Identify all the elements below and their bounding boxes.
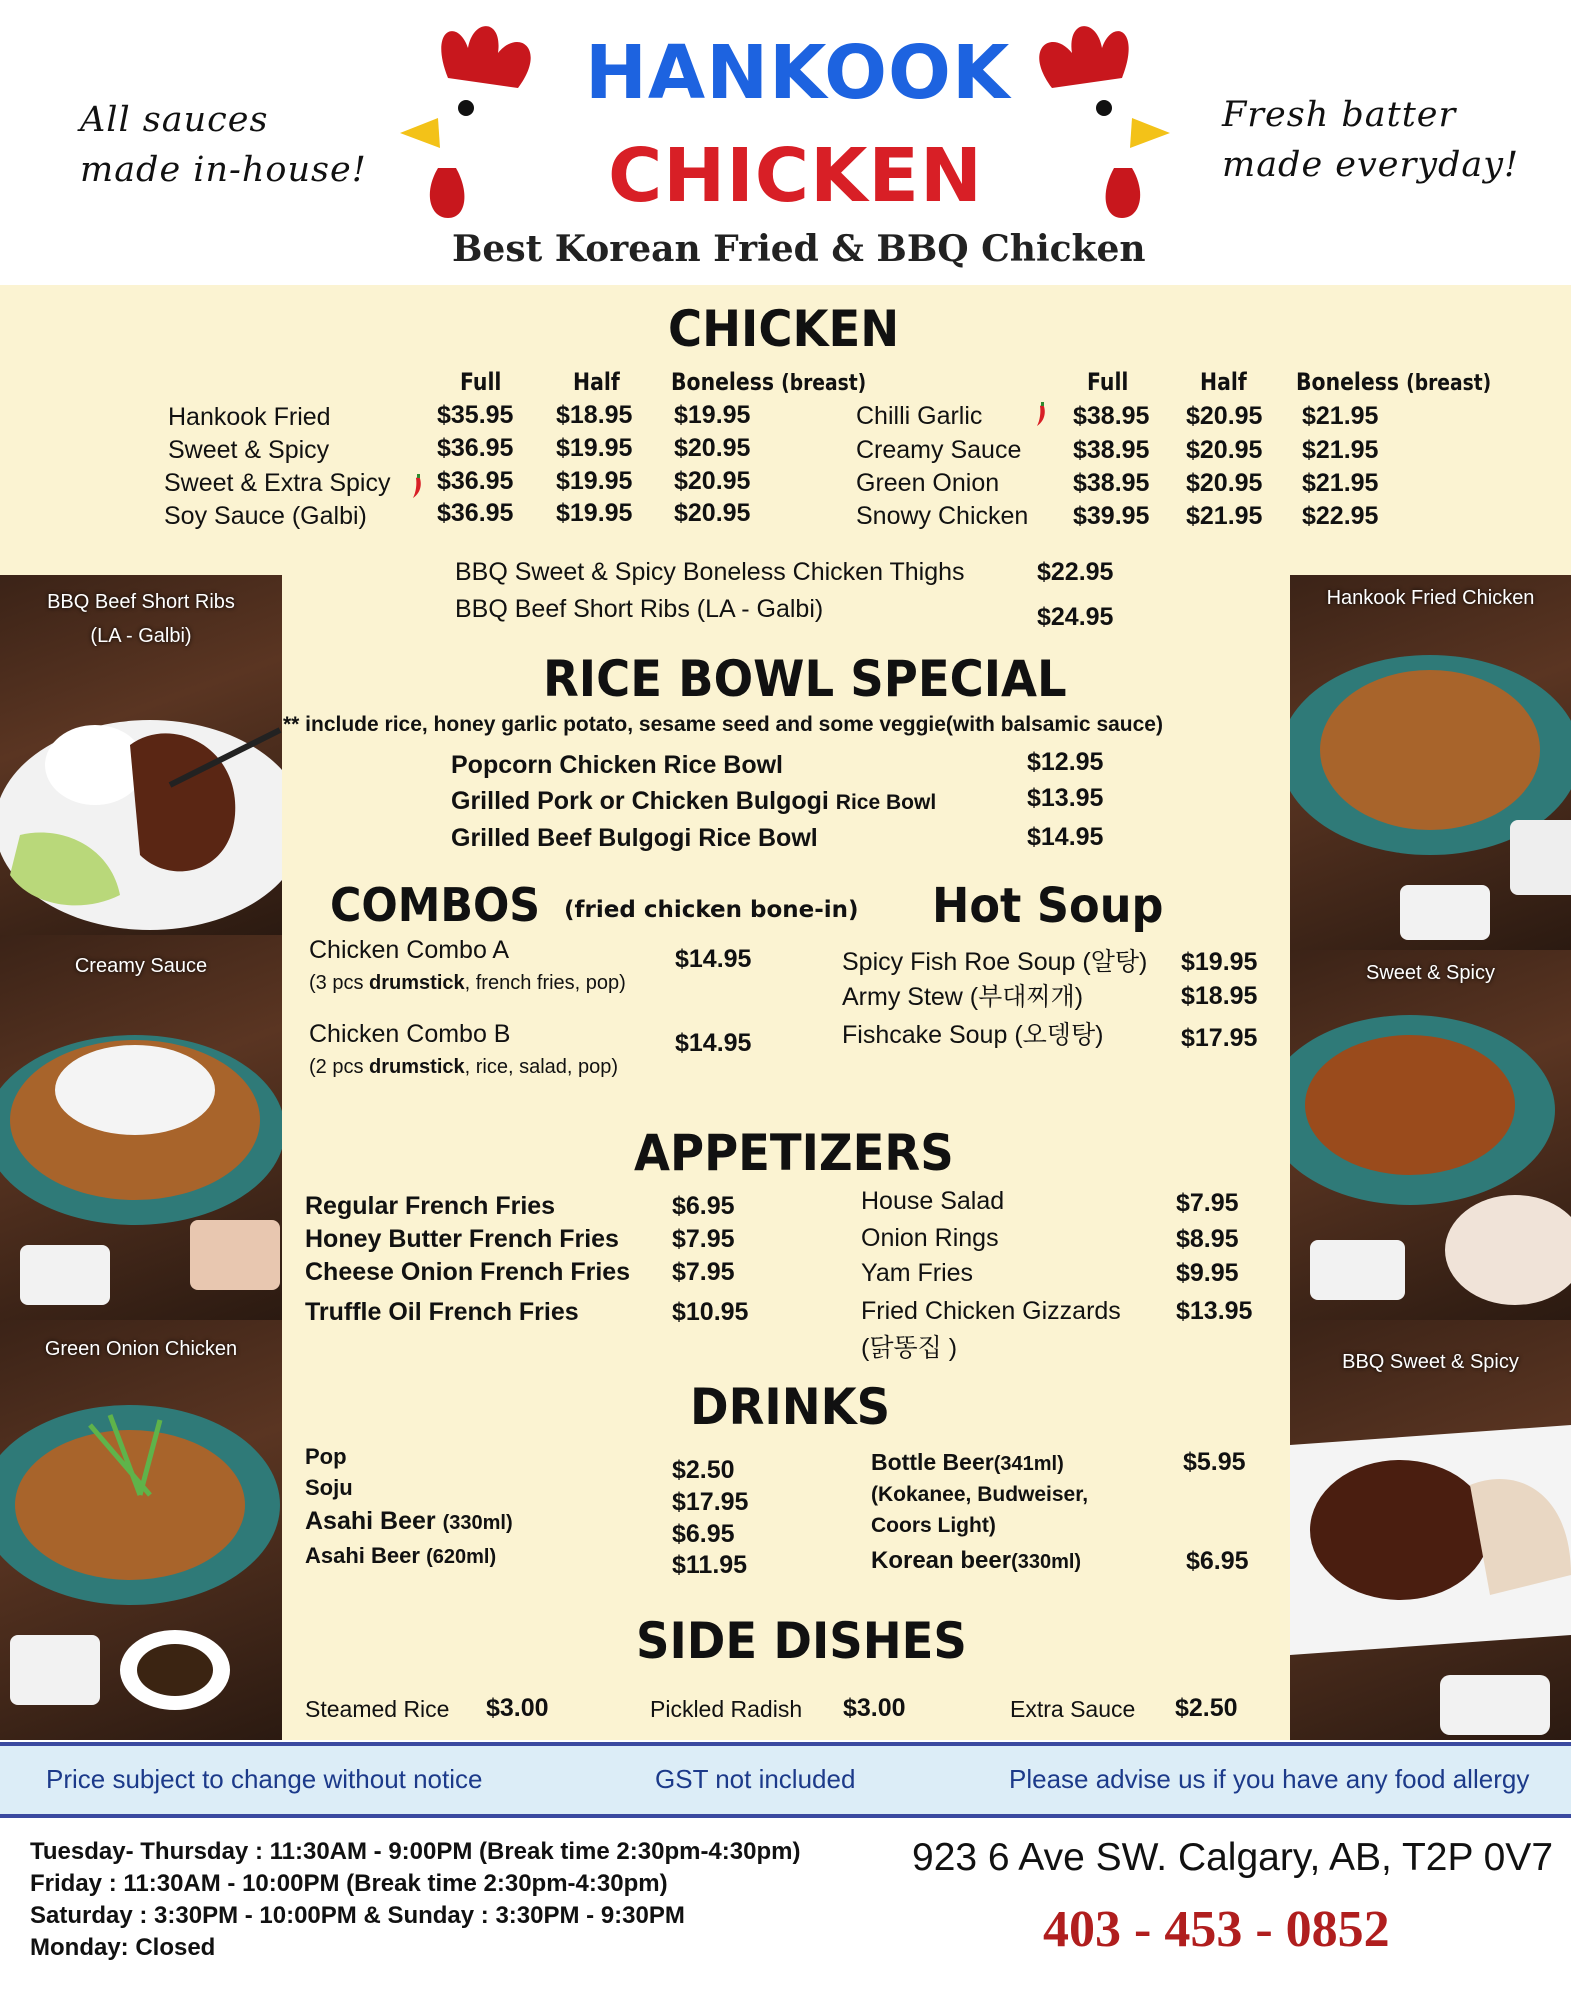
chicken-item: Creamy Sauce	[856, 436, 1022, 464]
price: $19.95	[556, 467, 633, 495]
price: $20.95	[674, 499, 751, 527]
price: $19.95	[556, 499, 633, 527]
basket-image	[0, 990, 282, 1320]
beer-brands: (Kokanee, Budweiser,	[871, 1483, 1089, 1506]
price: $6.95	[672, 1520, 735, 1548]
price: $7.95	[672, 1258, 735, 1286]
price: $20.95	[1186, 469, 1263, 497]
appetizer-item: Onion Rings	[861, 1224, 999, 1252]
appetizer-item: Fried Chicken Gizzards	[861, 1297, 1121, 1325]
rice-bowl-item: Grilled Pork or Chicken Bulgogi Rice Bowl	[451, 787, 937, 815]
rooster-head-left-icon	[398, 18, 558, 228]
drink-item: Asahi Beer (330ml)	[305, 1507, 513, 1535]
rice-bowl-item: Grilled Beef Bulgogi Rice Bowl	[451, 824, 818, 852]
price: $7.95	[1176, 1189, 1239, 1217]
appetizer-item: Regular French Fries	[305, 1192, 556, 1220]
chicken-item: Soy Sauce (Galbi)	[164, 502, 367, 530]
price: $36.95	[437, 499, 514, 527]
price: $36.95	[437, 467, 514, 495]
price: $21.95	[1302, 402, 1379, 430]
photo-creamy-sauce	[0, 935, 282, 1320]
chicken-item: Hankook Fried	[168, 403, 331, 431]
price: $6.95	[1186, 1547, 1249, 1575]
chili-pepper-icon	[1034, 402, 1048, 428]
chicken-item: Snowy Chicken	[856, 502, 1029, 530]
price: $20.95	[1186, 436, 1263, 464]
photo-bbq-beef-short-ribs	[0, 575, 282, 935]
price: $21.95	[1302, 469, 1379, 497]
combos-title: COMBOS	[330, 878, 541, 932]
drink-item: Soju	[305, 1475, 353, 1500]
appetizer-item: Truffle Oil French Fries	[305, 1298, 579, 1326]
col-half-left: Half	[573, 368, 620, 396]
price: $22.95	[1302, 502, 1379, 530]
drink-item: Bottle Beer(341ml)	[871, 1449, 1064, 1475]
price: $11.95	[672, 1551, 748, 1579]
price: $7.95	[672, 1225, 735, 1253]
tagline: Best Korean Fried & BBQ Chicken	[452, 228, 1146, 270]
price: $21.95	[1186, 502, 1263, 530]
price: $36.95	[437, 434, 514, 462]
appetizer-item: Yam Fries	[861, 1259, 974, 1287]
combo-name: Chicken Combo A	[309, 936, 510, 964]
bbq-item: BBQ Sweet & Spicy Boneless Chicken Thighs	[455, 558, 965, 586]
menu-header	[0, 0, 1571, 285]
rice-bowl-title: RICE BOWL SPECIAL	[543, 650, 1067, 708]
notice-price-change: Price subject to change without notice	[46, 1764, 483, 1794]
plate-image	[0, 685, 282, 935]
side-dish-item: Extra Sauce	[1010, 1696, 1136, 1722]
drink-item: Pop	[305, 1444, 347, 1469]
price: $9.95	[1176, 1259, 1239, 1287]
chicken-item: Sweet & Spicy	[168, 436, 330, 464]
chicken-item: Chilli Garlic	[856, 402, 983, 430]
price: $19.95	[556, 434, 633, 462]
photo-caption: Green Onion Chicken	[44, 1338, 238, 1360]
price: $17.95	[672, 1488, 749, 1516]
price: $14.95	[675, 945, 752, 973]
bbq-item: BBQ Beef Short Ribs (LA - Galbi)	[455, 595, 824, 623]
price: $38.95	[1073, 402, 1150, 430]
price: $18.95	[1181, 982, 1258, 1010]
plate-image	[1290, 1405, 1571, 1740]
chili-pepper-icon	[410, 474, 424, 500]
soup-item: Spicy Fish Roe Soup (알탕)	[842, 948, 1148, 976]
price: $6.95	[672, 1192, 735, 1220]
col-full-right: Full	[1087, 368, 1129, 396]
beer-brands: Coors Light)	[871, 1514, 996, 1537]
appetizer-item: House Salad	[861, 1187, 1005, 1215]
hours-line: Friday : 11:30AM - 10:00PM (Break time 2:30pm-4:30pm)	[30, 1870, 668, 1897]
phone-number: 403 - 453 - 0852	[1043, 1901, 1390, 1958]
side-dishes-title: SIDE DISHES	[636, 1612, 967, 1670]
photo-caption: BBQ Beef Short Ribs (LA - Galbi)	[47, 591, 235, 647]
appetizer-item: Cheese Onion French Fries	[305, 1258, 631, 1286]
chicken-title: CHICKEN	[668, 300, 900, 358]
price: $2.50	[1175, 1694, 1238, 1722]
basket-image	[1290, 625, 1571, 950]
price: $19.95	[674, 401, 751, 429]
rice-bowl-item: Popcorn Chicken Rice Bowl	[451, 751, 784, 779]
price: $18.95	[556, 401, 633, 429]
hours-line: Monday: Closed	[30, 1934, 216, 1961]
photo-caption: Hankook Fried Chicken	[1326, 587, 1535, 609]
price: $14.95	[1027, 823, 1104, 851]
notice-bar	[0, 1742, 1571, 1818]
logo-hankook: HANKOOK	[585, 30, 1011, 116]
photo-sweet-spicy	[1290, 950, 1571, 1320]
photo-green-onion-chicken	[0, 1320, 282, 1740]
price: $24.95	[1037, 603, 1114, 631]
col-half-right: Half	[1200, 368, 1247, 396]
col-boneless-left: Boneless (breast)	[671, 368, 867, 396]
photo-bbq-sweet-spicy	[1290, 1320, 1571, 1740]
logo-chicken: CHICKEN	[608, 133, 983, 219]
price: $3.00	[486, 1694, 549, 1722]
appetizers-title: APPETIZERS	[634, 1124, 954, 1182]
soup-item: Army Stew (부대찌개)	[842, 983, 1084, 1011]
combo-desc: (3 pcs drumstick, french fries, pop)	[309, 972, 626, 994]
price: $13.95	[1027, 784, 1104, 812]
drink-item: Asahi Beer (620ml)	[305, 1543, 497, 1568]
combos-subtitle: (fried chicken bone-in)	[564, 897, 859, 923]
rooster-head-right-icon	[1012, 18, 1172, 228]
drink-item: Korean beer(330ml)	[871, 1547, 1082, 1574]
price: $20.95	[1186, 402, 1263, 430]
photo-caption: BBQ Sweet & Spicy	[1342, 1351, 1519, 1373]
appetizer-item: Honey Butter French Fries	[305, 1225, 619, 1253]
basket-image	[1290, 1000, 1571, 1320]
price: $22.95	[1037, 558, 1114, 586]
hot-soup-title: Hot Soup	[932, 878, 1164, 934]
price: $38.95	[1073, 469, 1150, 497]
drinks-title: DRINKS	[690, 1378, 891, 1436]
price: $5.95	[1183, 1448, 1246, 1476]
price: $39.95	[1073, 502, 1150, 530]
rice-bowl-note: ** include rice, honey garlic potato, sesame seed and some veggie(with balsamic sauce)	[283, 713, 1163, 736]
side-dish-item: Steamed Rice	[305, 1696, 450, 1722]
price: $21.95	[1302, 436, 1379, 464]
left-slogan: All sauces made in-house!	[80, 100, 367, 190]
right-slogan: Fresh batter made everyday!	[1222, 95, 1520, 185]
chicken-item: Sweet & Extra Spicy	[164, 469, 391, 497]
col-boneless-right: Boneless (breast)	[1296, 368, 1492, 396]
price: $14.95	[675, 1029, 752, 1057]
notice-allergy: Please advise us if you have any food allergy	[1009, 1764, 1530, 1794]
price: $38.95	[1073, 436, 1150, 464]
address: 923 6 Ave SW. Calgary, AB, T2P 0V7	[912, 1836, 1554, 1879]
col-full-left: Full	[460, 368, 502, 396]
gizzard-korean: (닭똥집 )	[861, 1334, 958, 1362]
hours-line: Saturday : 3:30PM - 10:00PM & Sunday : 3:30PM - 9:30PM	[30, 1902, 685, 1929]
price: $20.95	[674, 434, 751, 462]
price: $3.00	[843, 1694, 906, 1722]
soup-item: Fishcake Soup (오뎅탕)	[842, 1021, 1104, 1049]
price: $17.95	[1181, 1024, 1258, 1052]
price: $10.95	[672, 1298, 749, 1326]
price: $2.50	[672, 1456, 735, 1484]
side-dish-item: Pickled Radish	[650, 1696, 803, 1722]
chicken-item: Green Onion	[856, 469, 1000, 497]
combo-desc: (2 pcs drumstick, rice, salad, pop)	[309, 1056, 619, 1078]
basket-image	[0, 1375, 282, 1740]
price: $19.95	[1181, 948, 1258, 976]
price: $13.95	[1176, 1297, 1253, 1325]
notice-gst: GST not included	[655, 1764, 856, 1794]
price: $35.95	[437, 401, 514, 429]
price: $8.95	[1176, 1225, 1239, 1253]
photo-hankook-fried-chicken	[1290, 575, 1571, 950]
photo-caption: Creamy Sauce	[74, 955, 208, 977]
photo-caption: Sweet & Spicy	[1366, 962, 1495, 984]
price: $20.95	[674, 467, 751, 495]
price: $12.95	[1027, 748, 1104, 776]
hours-line: Tuesday- Thursday : 11:30AM - 9:00PM (Break time 2:30pm-4:30pm)	[30, 1838, 801, 1865]
combo-name: Chicken Combo B	[309, 1020, 511, 1048]
